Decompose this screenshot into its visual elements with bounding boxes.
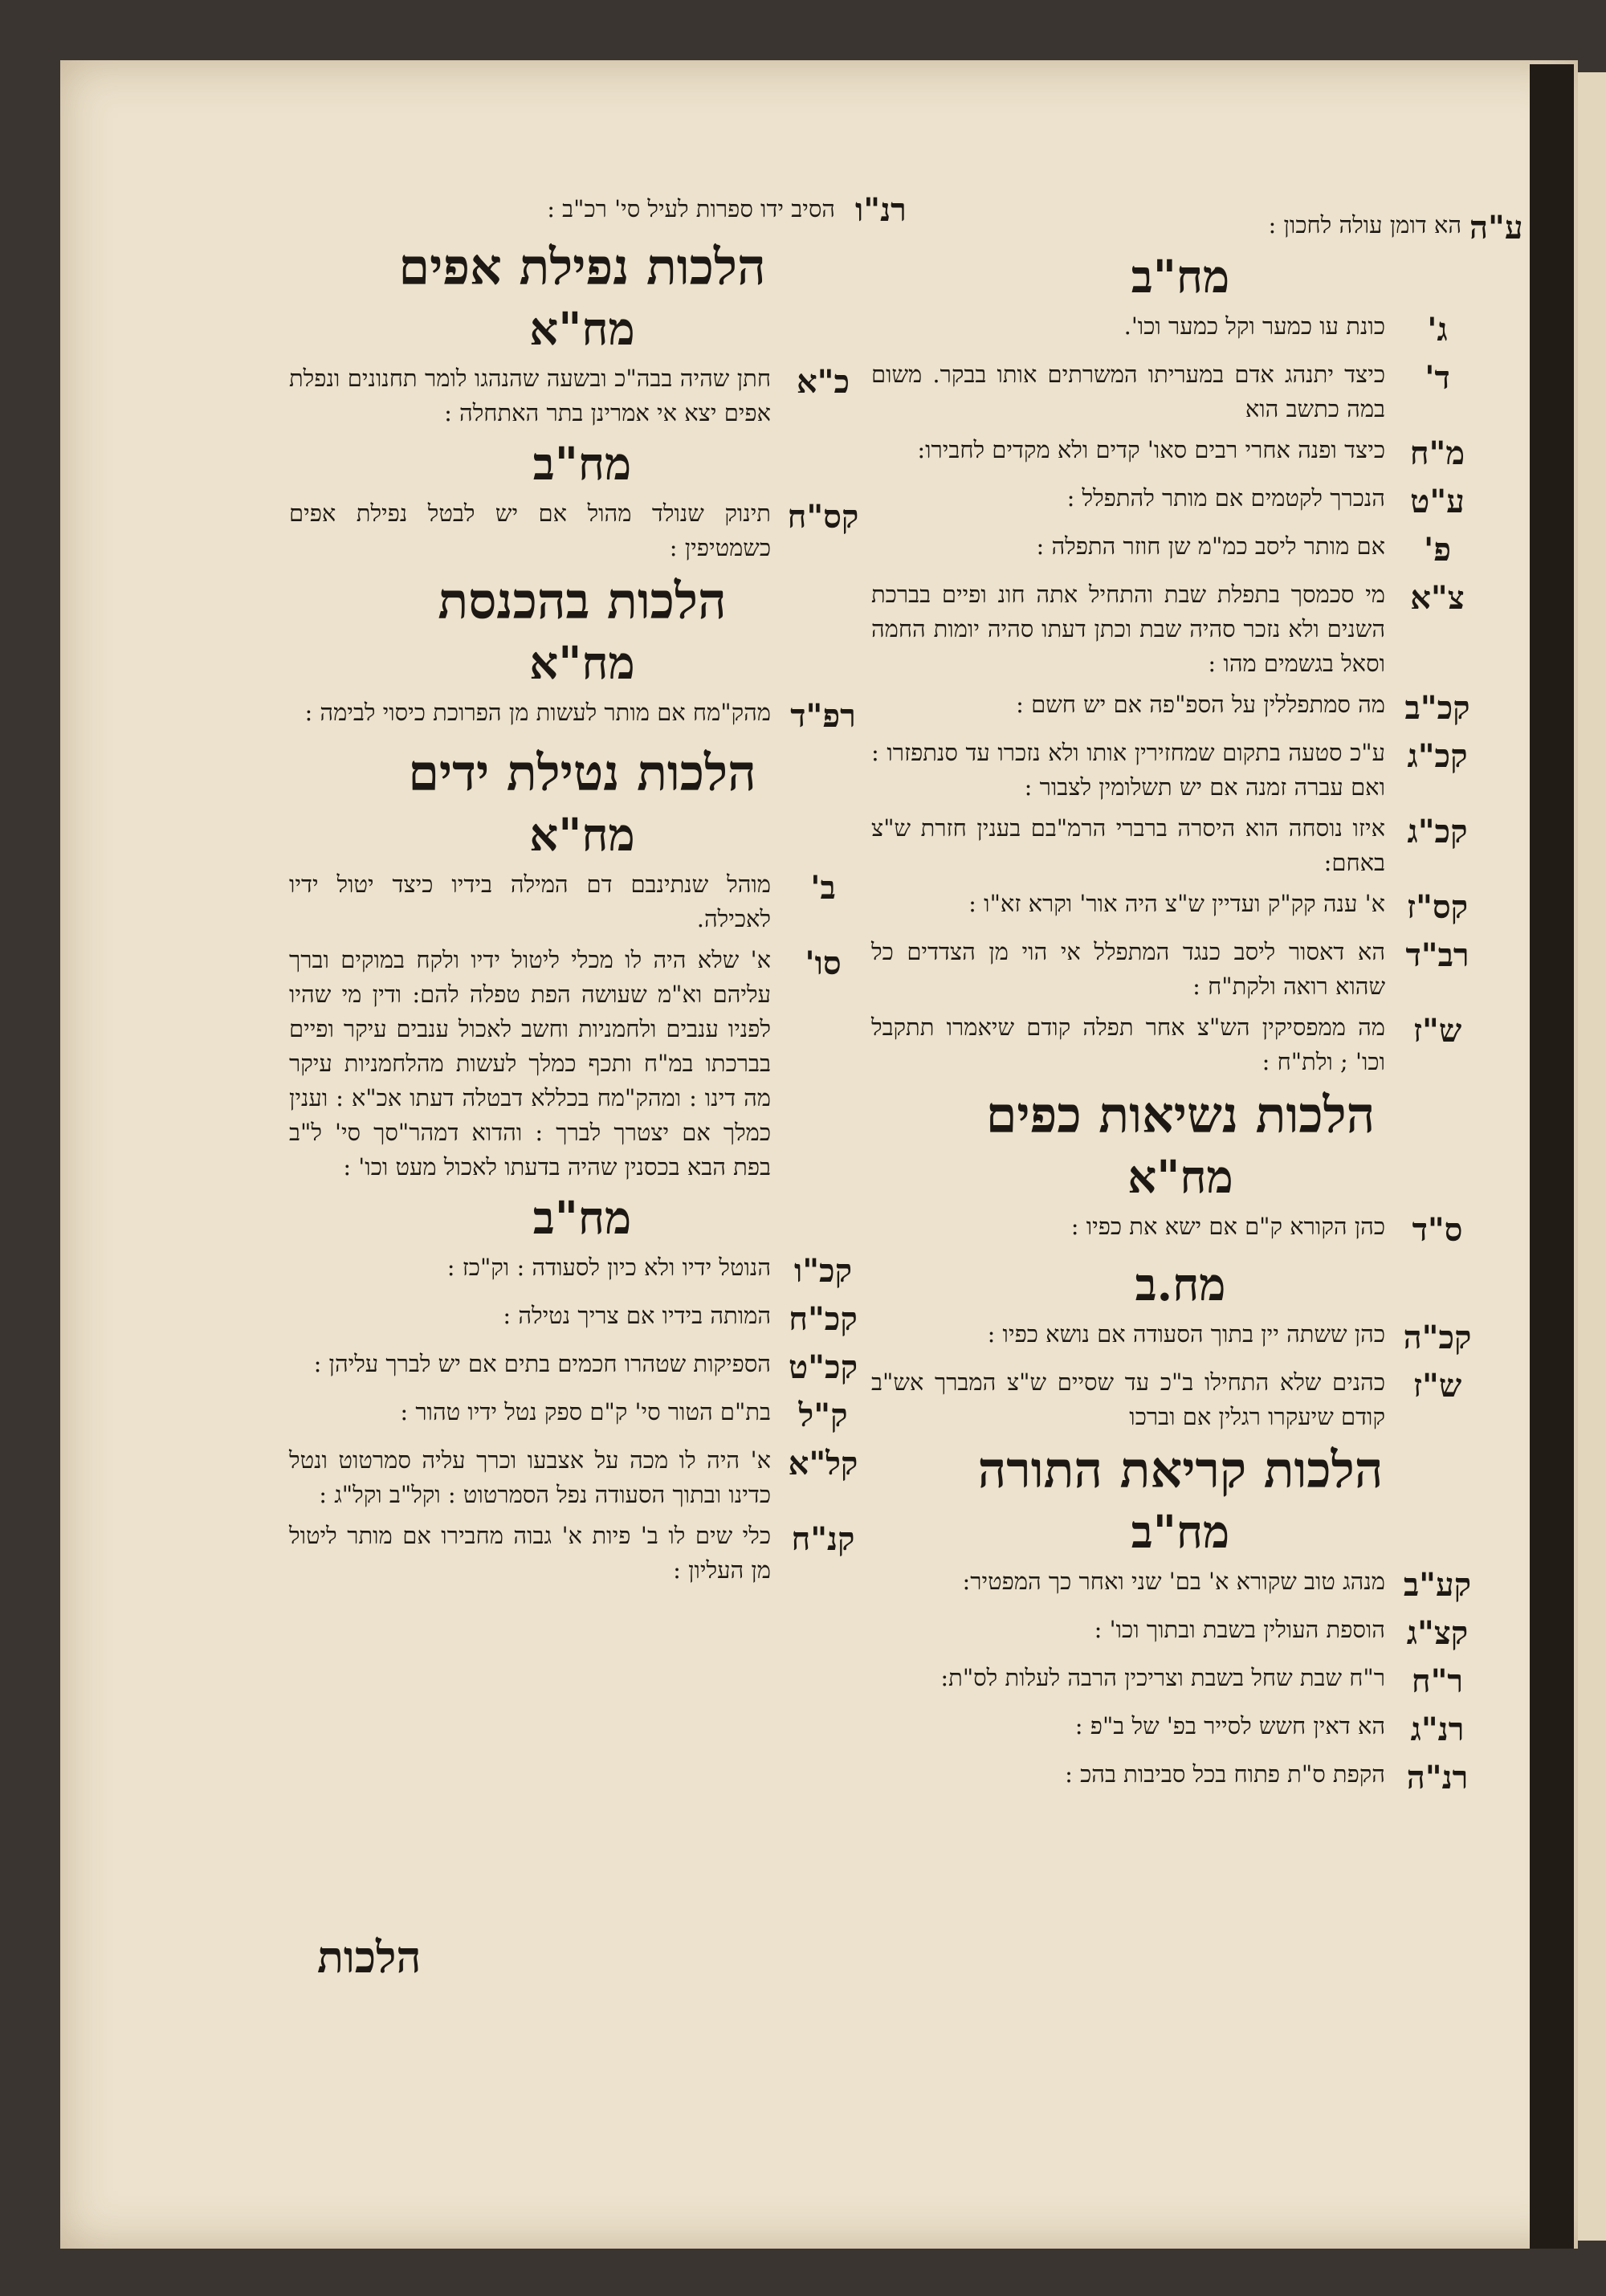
entry-text: כלי שים לו ב' פיות א' גבוה מחבירו אם מותר ליטול מן העליון :: [289, 1522, 771, 1584]
index-entry: [871, 1365, 1490, 1434]
entry-text: איזו נוסחה הוא היסרה ברברי הרמ"בם בענין חזרת ש"צ באחם:: [871, 814, 1385, 876]
left-page-number: רנ"ו: [855, 191, 907, 229]
entry-text: ר"ח שבת שחל בשבת וצריכין הרבה לעלות לס"ת:: [940, 1664, 1385, 1691]
section-heading: מח"א: [1127, 1151, 1233, 1204]
index-entry: [871, 1317, 1490, 1359]
index-entry: [871, 433, 1490, 475]
section-heading: הלכות נשיאות כפים: [985, 1086, 1376, 1144]
entry-number: ג': [1427, 311, 1448, 349]
entry-text: הא דאסור ליסב כנגד המתפלל אי הוי מן הצדדים כל שהוא רואה ולקת"ח :: [871, 938, 1385, 1000]
entry-text: בת"ם הטור סי' ק"ם ספק נטל ידיו טהור :: [400, 1398, 771, 1425]
section-heading: מח"ב: [532, 1192, 632, 1245]
entry-text: הספיקות שטהרו חכמים בתים אם יש לברך עליהן :: [313, 1350, 771, 1377]
entry-number: קנ"ח: [791, 1520, 855, 1558]
entry-text: כהן ששתה יין בתוך הסעודה אם נושא כפיו :: [987, 1320, 1385, 1348]
section-heading: הלכות נטילת ידים: [408, 744, 756, 802]
entry-text: תינוק שנולד מהול אם יש לבטל נפילת אפים כשמטיפין :: [289, 500, 771, 561]
entry-number: קכ"ג: [1407, 737, 1468, 775]
index-entry: [871, 1010, 1490, 1079]
section-heading: מח"א: [529, 303, 635, 356]
entry-number: כ"א: [796, 363, 850, 401]
index-entry: [289, 1395, 875, 1437]
entry-number: קכ"ג: [1407, 813, 1468, 850]
entry-number: ש"ז: [1412, 1367, 1462, 1405]
index-entry: [289, 1299, 875, 1340]
entry-text: מה ממפסיקין הש"צ אחר תפלה קודם שיאמרו תתקבל וכו' ; ולת"ח :: [871, 1013, 1385, 1075]
left-column: [289, 233, 875, 1594]
entry-number: קס"ח: [787, 498, 859, 536]
index-entry: [289, 1519, 875, 1588]
right-running-head: הא דומן עולה לחכון :: [1268, 211, 1461, 239]
entry-number: קכ"ה: [1403, 1319, 1472, 1356]
entry-number: קכ"ט: [789, 1348, 858, 1386]
entry-text: הוספת העולין בשבת ובתוך וכו' :: [1094, 1616, 1385, 1643]
entry-text: כונת עו כמער וקל כמער וכו'.: [1123, 312, 1385, 340]
entry-number: קכ"ב: [1404, 689, 1470, 727]
right-page-number: ע"ה: [1469, 209, 1523, 247]
catchword: הלכות: [317, 1931, 422, 1983]
left-running-head: הסיב ידו ספרות לעיל סי' רכ"ב :: [547, 195, 835, 222]
entry-text: כהנים שלא התחילו ב"כ עד שסיים ש"צ המברך אש"ב קודם שיעקרו רגלין אם וברכו: [871, 1368, 1385, 1430]
entry-number: צ"א: [1410, 579, 1465, 617]
entry-text: א' שלא היה לו מכלי ליטול ידיו ולקח במוקים וברך עליהם וא"מ שעושה הפת טפלה להם: ודין מי שהיו לפניו ענבים ולחמניות וחשב לאכול ענבים עיקר ופיים בברכתו במ"ח ותכף כמלך לעשות מהלחמניות עיקר מה דינו : ומהק"מח בכללא דבטלה דעתו אכ"א : וענין כמלך אם יצטרך לברך : והדוא דמהר"סך סי' ל"ב בפת הבא בכסנין שהיה בדעתו לאכול מעט וכו' :: [289, 946, 771, 1181]
index-entry: [289, 1347, 875, 1389]
entry-text: המותה בידיו אם צריך נטילה :: [503, 1302, 771, 1329]
entry-number: רפ"ד: [790, 697, 856, 735]
index-entry: [289, 1250, 875, 1292]
index-entry: [289, 943, 875, 1185]
right-column: [871, 245, 1490, 1805]
index-entry: [871, 1709, 1490, 1751]
entry-number: רנ"ג: [1410, 1711, 1465, 1748]
entry-text: מה סמתפללין על הספ"פה אם יש חשם :: [1016, 691, 1385, 718]
entry-text: א' היה לו מכה על אצבעו וכרך עליה סמרטוט ונטל כדינו ובתוך הסעודה נפל הסמרטוט : וקל"ב וקל"ג :: [289, 1446, 771, 1508]
index-entry: [289, 361, 875, 430]
section-heading: הלכות בהכנסת: [438, 572, 727, 630]
section-heading: הלכות נפילת אפים: [398, 238, 766, 296]
entry-number: ש"ז: [1412, 1012, 1462, 1050]
entry-text: ע"כ סטעה בתקום שמחזירין אותו ולא נזכרו עד סנתפזרו : ואם עברה זמנה אם יש תשלומין לצבור :: [871, 739, 1385, 801]
entry-text: כיצד יתנהג אדם במעריתו המשרתים אותו בבקר. משום במה כתשב הוא: [871, 361, 1385, 422]
index-entry: [871, 577, 1490, 681]
index-entry: [871, 811, 1490, 880]
index-entry: [871, 1564, 1490, 1606]
index-entry: [871, 1613, 1490, 1654]
index-entry: [289, 867, 875, 936]
entry-text: מי סכמסך בתפלת שבת והתחיל אתה חונ ופיים בברכת השנים ולא נזכר סהיה שבת וכתן דעתו סהיה יומות החמה וסאל בגשמים מהו :: [871, 581, 1386, 677]
entry-number: רנ"ה: [1406, 1759, 1469, 1796]
entry-number: פ': [1423, 531, 1451, 569]
entry-number: קס"ז: [1406, 888, 1469, 926]
index-entry: [871, 1661, 1490, 1703]
entry-number: קל"א: [788, 1445, 858, 1482]
entry-text: מוהל שנתינבם דם המילה בידיו כיצד יטול ידיו לאכילה.: [289, 871, 771, 932]
entry-text: הנוטל ידיו ולא כיון לסעודה : וק"כז :: [446, 1254, 771, 1281]
index-entry: [871, 1209, 1490, 1251]
entry-number: קע"ב: [1403, 1566, 1472, 1604]
index-entry: [289, 695, 875, 737]
index-entry: [871, 687, 1490, 729]
entry-number: ס"ד: [1412, 1211, 1463, 1249]
entry-text: א' ענה קק"ק ועדיין ש"צ היה אור' וקרא זא"ו :: [968, 890, 1385, 917]
section-heading: מח"ב: [1131, 251, 1230, 304]
entry-number: ק"ל: [798, 1397, 848, 1434]
index-entry: [871, 887, 1490, 928]
entry-number: קצ"ג: [1406, 1614, 1469, 1652]
entry-text: אם מותר ליסב כמ"מ שן חוזר התפלה :: [1036, 532, 1385, 560]
index-entry: [871, 357, 1490, 426]
entry-text: מהק"מח אם מותר לעשות מן הפרוכת כיסוי לבימה :: [304, 699, 771, 726]
entry-number: ר"ח: [1411, 1662, 1464, 1700]
section-heading: מח"א: [529, 637, 635, 690]
index-entry: [289, 1443, 875, 1512]
index-entry: [871, 309, 1490, 351]
entry-number: ב': [810, 869, 836, 907]
section-heading: מח"ב: [532, 438, 632, 491]
section-heading: מח"א: [529, 809, 635, 862]
entry-number: מ"ח: [1409, 434, 1465, 472]
entry-number: ד': [1425, 359, 1450, 397]
entry-text: מנהג טוב שקורא א' בם' שני ואחר כך המפטיר:: [962, 1568, 1385, 1595]
entry-number: קכ"ו: [793, 1252, 853, 1290]
index-entry: [871, 481, 1490, 523]
entry-text: הקפת ס"ת פתוח בכל סביבות בהכ :: [1065, 1760, 1385, 1788]
section-heading: מח.ב: [1135, 1258, 1226, 1311]
entry-text: כיצד ופנה אחרי רבים סאו' קדים ולא מקדים לחבירו:: [917, 436, 1385, 463]
entry-text: הא דאין חשש לסייר בפ' של ב"פ :: [1074, 1712, 1385, 1739]
entry-text: חתן שהיה בבה"כ ובשעה שהנהגו לומר תחנונים ונפלת אפים יצא אי אמרינן בתר האתחלה :: [289, 365, 771, 426]
book-gutter: [1530, 64, 1574, 2249]
entry-text: הנכרך לקטמים אם מותר להתפלל :: [1066, 484, 1385, 512]
index-entry: [289, 496, 875, 565]
index-entry: [871, 1757, 1490, 1799]
entry-number: רב"ד: [1405, 936, 1469, 974]
index-entry: [871, 529, 1490, 571]
entry-text: כהן הקורא ק"ם אם ישא את כפיו :: [1070, 1213, 1385, 1240]
entry-number: קכ"ח: [789, 1300, 858, 1338]
entry-number: ע"ט: [1410, 483, 1465, 520]
section-heading: מח"ב: [1131, 1506, 1230, 1559]
next-page-edge: [1574, 72, 1606, 2241]
section-heading: הלכות קריאת התורה: [977, 1441, 1384, 1499]
index-entry: [871, 935, 1490, 1004]
index-entry: [871, 736, 1490, 805]
entry-number: סו': [805, 944, 842, 982]
